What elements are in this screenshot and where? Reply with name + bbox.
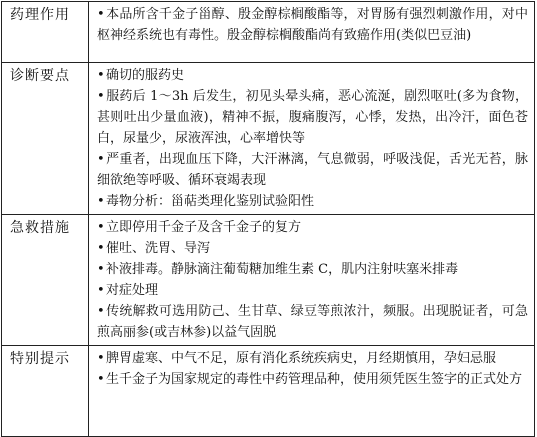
bullet-mark: • [97,220,105,235]
item-text: 确切的服药史 [106,68,185,83]
item-text: 脾胃虚寒、中气不足，原有消化系统疾病史，月经期慎用，孕妇忌服 [106,351,497,366]
bullet-mark: • [97,262,105,277]
bullet-mark: • [97,89,105,104]
list-item [97,259,528,280]
row-content-pharmacology [89,2,535,63]
item-text: 生千金子为国家规定的毒性中药管理品种，使用须凭医生签字的正式处方 [106,372,523,387]
table-row-diagnosis [2,63,535,215]
bullet-mark: • [97,152,105,167]
bullet-mark: • [97,372,105,387]
bullet-mark: • [97,351,105,366]
row-label-diagnosis: 诊断要点 [2,63,89,215]
list-item [97,301,528,343]
row-label-pharmacology: 药理作用 [2,2,89,63]
item-text: 催吐、洗胃、导泻 [106,241,211,256]
item-text: 严重者，出现血压下降，大汗淋漓，气息微弱，呼吸浅促，舌光无苔，脉细欲绝等呼吸、循环衰竭表现 [97,152,528,188]
list-item [97,369,528,390]
table-row-special-notes [2,346,535,437]
table-row-pharmacology [2,2,535,63]
row-content-first-aid [89,215,535,346]
item-text: 立即停用千金子及含千金子的复方 [106,220,302,235]
list-item [97,191,528,212]
list-item [97,65,528,86]
row-content-special-notes [89,346,535,437]
item-text: 补液排毒。静脉滴注葡萄糖加维生素 C，肌内注射呋塞米排毒 [106,262,459,277]
item-text: 本品所含千金子甾醇、殷金醇棕榈酸酯等，对胃肠有强烈刺激作用，对中枢神经系统也有毒性。殷金醇棕榈酸酯尚有致癌作用(类似巴豆油) [97,7,528,43]
list-item [97,238,528,259]
item-text: 传统解救可选用防己、生甘草、绿豆等煎浓汁，频服。出现脱证者，可急煎高丽参(或吉林参)以益气固脱 [97,304,528,340]
table-row-first-aid [2,215,535,346]
list-item [97,217,528,238]
bullet-mark: • [97,68,105,83]
list-item [97,86,528,149]
info-table [1,1,535,437]
item-text: 服药后 1～3h 后发生，初见头晕头痛，恶心流涎，剧烈呕吐(多为食物，甚则吐出少量血液)，精神不振，腹痛腹泻，心悸，发热，出冷汗，面色苍白，尿量少，尿液浑浊，心率增快等 [97,89,528,146]
bullet-mark: • [97,194,105,209]
bullet-mark: • [97,7,105,22]
bullet-mark: • [97,241,105,256]
item-text: 对症处理 [106,283,159,298]
bullet-mark: • [97,283,105,298]
row-content-diagnosis [89,63,535,215]
list-item [97,4,528,46]
item-text: 毒物分析：甾萜类理化鉴别试验阳性 [106,194,315,209]
row-label-special-notes: 特别提示 [2,346,89,437]
list-item [97,280,528,301]
list-item [97,149,528,191]
bullet-mark: • [97,304,105,319]
list-item [97,348,528,369]
row-label-first-aid: 急救措施 [2,215,89,346]
